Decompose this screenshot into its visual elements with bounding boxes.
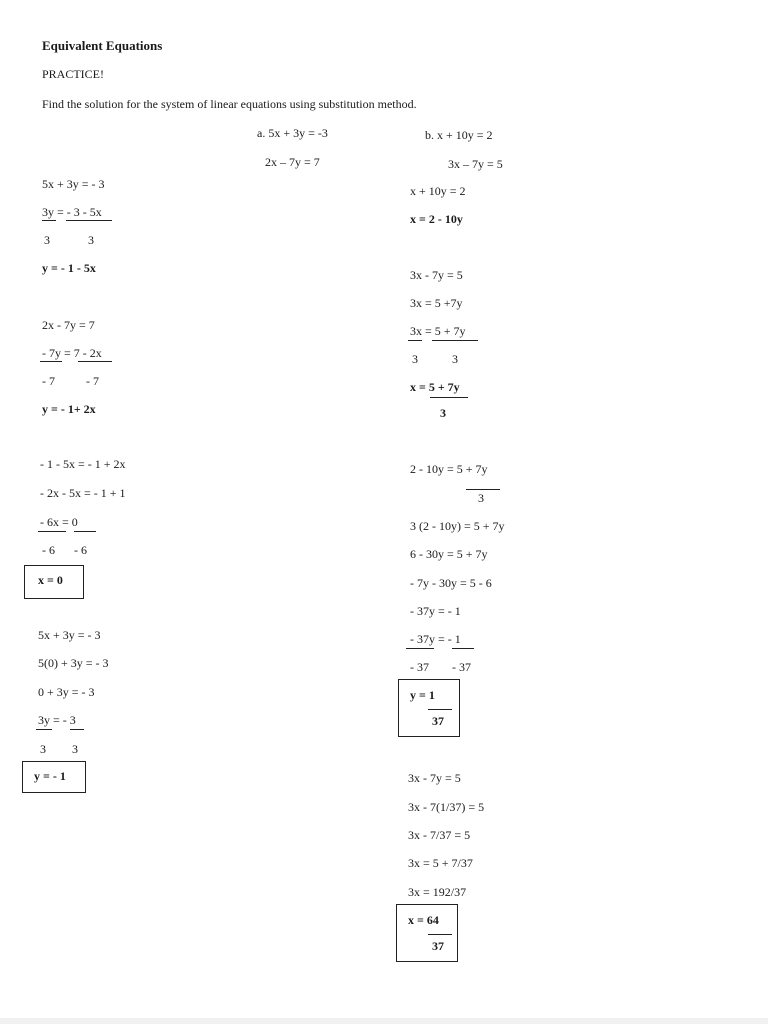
fraction-bar — [74, 531, 96, 532]
b-step: 3x = 5 + 7y — [410, 324, 466, 338]
fraction-bar — [452, 648, 474, 649]
a-step: 3y = - 3 - 5x — [42, 205, 102, 219]
a-step: - 2x - 5x = - 1 + 1 — [40, 486, 126, 500]
a-step: 5x + 3y = - 3 — [38, 628, 101, 642]
fraction-bar — [430, 397, 468, 398]
b-step: x + 10y = 2 — [410, 184, 466, 198]
fraction-bar — [432, 340, 478, 341]
b-step: 3x = 192/37 — [408, 885, 467, 899]
problem-a-equation-1: a. 5x + 3y = -3 — [257, 126, 328, 140]
a-step: 5(0) + 3y = - 3 — [38, 656, 109, 670]
answer-y-b-denominator: 37 — [432, 714, 444, 728]
a-step: - 1 - 5x = - 1 + 2x — [40, 457, 126, 471]
b-step: 6 - 30y = 5 + 7y — [410, 547, 488, 561]
b-step-denominator: 3 — [452, 352, 458, 366]
fraction-bar — [36, 729, 52, 730]
answer-x-a: x = 0 — [38, 573, 63, 587]
b-step-denominator: 3 — [478, 491, 484, 505]
a-step-denominator: - 6 — [74, 543, 87, 557]
b-step-denominator: 3 — [440, 406, 446, 420]
fraction-bar — [70, 729, 84, 730]
b-step: 3x = 5 + 7/37 — [408, 856, 473, 870]
fraction-bar — [42, 220, 56, 221]
b-step-denominator: - 37 — [452, 660, 471, 674]
b-step-denominator: 3 — [412, 352, 418, 366]
fraction-bar — [428, 934, 452, 935]
b-step: 3x - 7/37 = 5 — [408, 828, 471, 842]
a-step-denominator: - 7 — [42, 374, 55, 388]
fraction-bar — [406, 648, 434, 649]
answer-x-b-denominator: 37 — [432, 939, 444, 953]
a-step: - 7y = 7 - 2x — [42, 346, 102, 360]
instruction-text: Find the solution for the system of linear equations using substitution method. — [42, 97, 417, 111]
a-step-denominator: - 7 — [86, 374, 99, 388]
practice-heading: PRACTICE! — [42, 67, 105, 81]
b-step: x = 2 - 10y — [410, 212, 463, 226]
b-step: - 37y = - 1 — [410, 632, 461, 646]
a-step: y = - 1 - 5x — [42, 261, 96, 275]
problem-b-equation-1: b. x + 10y = 2 — [425, 128, 493, 142]
a-step: 3y = - 3 — [38, 713, 76, 727]
answer-y-a: y = - 1 — [34, 769, 66, 783]
b-step-denominator: - 37 — [410, 660, 429, 674]
a-step: 0 + 3y = - 3 — [38, 685, 95, 699]
b-step: 3x - 7(1/37) = 5 — [408, 800, 485, 814]
b-step: 3x - 7y = 5 — [408, 771, 461, 785]
a-step-denominator: - 6 — [42, 543, 55, 557]
fraction-bar — [38, 531, 66, 532]
fraction-bar — [66, 220, 112, 221]
worksheet-title: Equivalent Equations — [42, 38, 163, 53]
b-step: 3 (2 - 10y) = 5 + 7y — [410, 519, 505, 533]
problem-b-equation-2: 3x – 7y = 5 — [448, 157, 503, 171]
a-step: 5x + 3y = - 3 — [42, 177, 105, 191]
answer-x-b: x = 64 — [408, 913, 439, 927]
b-step: 3x - 7y = 5 — [410, 268, 463, 282]
a-step: y = - 1+ 2x — [42, 402, 96, 416]
fraction-bar — [408, 340, 422, 341]
fraction-bar — [78, 361, 112, 362]
a-step-denominator: 3 — [88, 233, 94, 247]
a-step-denominator: 3 — [44, 233, 50, 247]
b-step: 3x = 5 +7y — [410, 296, 463, 310]
a-step: 2x - 7y = 7 — [42, 318, 95, 332]
fraction-bar — [40, 361, 62, 362]
fraction-bar — [428, 709, 452, 710]
a-step: - 6x = 0 — [40, 515, 78, 529]
b-step: - 37y = - 1 — [410, 604, 461, 618]
problem-a-equation-2: 2x – 7y = 7 — [265, 155, 320, 169]
answer-y-b: y = 1 — [410, 688, 435, 702]
b-step: - 7y - 30y = 5 - 6 — [410, 576, 492, 590]
page-bottom-edge — [0, 1018, 768, 1024]
a-step-denominator: 3 — [72, 742, 78, 756]
b-step: 2 - 10y = 5 + 7y — [410, 462, 488, 476]
a-step-denominator: 3 — [40, 742, 46, 756]
b-step: x = 5 + 7y — [410, 380, 460, 394]
fraction-bar — [466, 489, 500, 490]
